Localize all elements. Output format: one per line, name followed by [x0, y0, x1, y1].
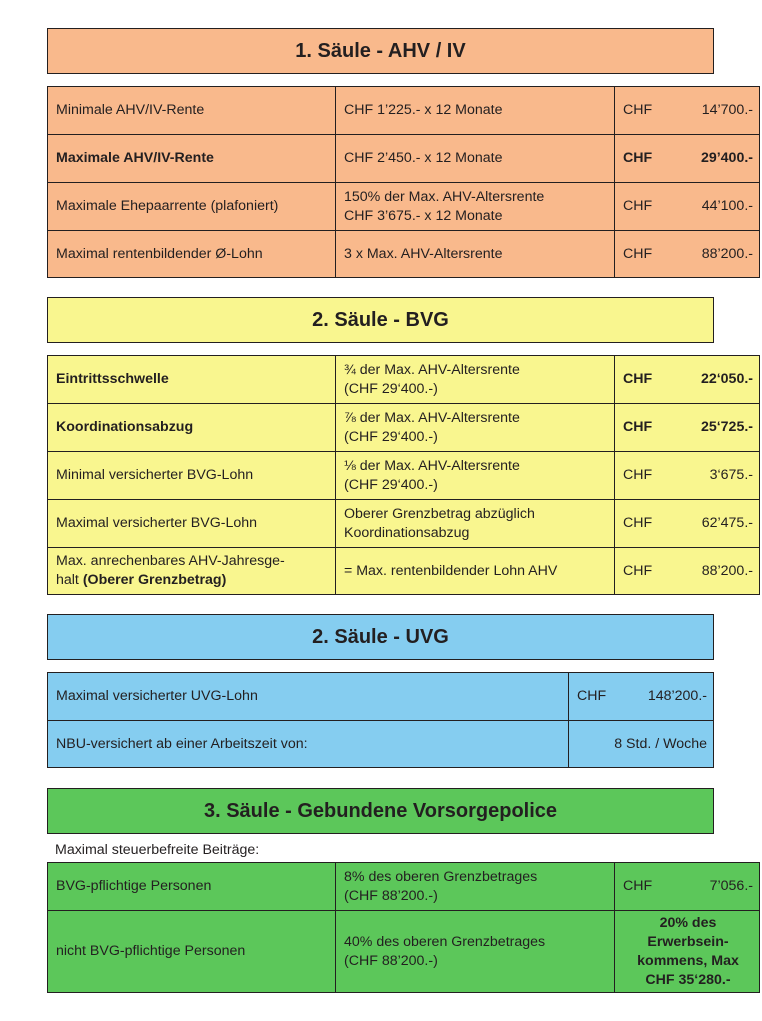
- table-row: [48, 500, 760, 548]
- row-calc: [336, 911, 615, 993]
- currency: CHF: [623, 467, 653, 483]
- row-amount: [615, 135, 760, 183]
- calc-line: (CHF 29‘400.-): [344, 476, 438, 493]
- table-row: [48, 452, 760, 500]
- table-row: [48, 183, 760, 231]
- calc-line: 8% des oberen Grenzbetrages: [344, 868, 538, 885]
- section-title: 2. Säule - UVG: [312, 625, 449, 648]
- row-label: Minimale AHV/IV-Rente: [48, 87, 336, 135]
- section-title: 3. Säule - Gebundene Vorsorgepolice: [203, 799, 558, 822]
- row-calc: CHF 1’225.- x 12 Monate: [336, 87, 615, 135]
- amount: 88’200.-: [701, 245, 753, 262]
- row-amount: [615, 548, 760, 595]
- table-row: [48, 231, 760, 278]
- table-row: [48, 863, 760, 911]
- section-header-saeule3: [47, 788, 714, 834]
- calc-line: (CHF 29‘400.-): [344, 428, 438, 445]
- currency: CHF: [623, 245, 653, 262]
- row-calc: 3 x Max. AHV-Altersrente: [336, 231, 615, 278]
- section-header-bvg: [47, 297, 714, 343]
- label-text: halt: [56, 572, 83, 588]
- row-amount: [615, 87, 760, 135]
- row-amount: [615, 863, 760, 911]
- calc-line: Koordinationsabzug: [344, 524, 470, 541]
- row-amount: [615, 404, 760, 452]
- calc-line: 150% der Max. AHV-Altersrente: [344, 188, 545, 205]
- bvg-table: [47, 355, 760, 595]
- calc-line: (CHF 88’200.-): [344, 952, 438, 969]
- amount: 22‘050.-: [700, 371, 753, 387]
- value-line: Erwerbsein-: [647, 933, 729, 950]
- table-row: [48, 87, 760, 135]
- currency: CHF: [577, 688, 607, 704]
- section-header-ahv: [47, 28, 714, 74]
- row-calc: [336, 404, 615, 452]
- row-amount: [615, 183, 760, 231]
- section-title: 1. Säule - AHV / IV: [295, 39, 466, 62]
- ahv-table: [47, 86, 760, 278]
- currency: CHF: [623, 515, 653, 531]
- label-bold-text: (Oberer Grenzbetrag): [82, 572, 227, 588]
- row-label: Koordinationsabzug: [48, 404, 336, 452]
- amount: 29’400.-: [700, 150, 753, 166]
- label-line: [56, 571, 329, 590]
- amount: 148’200.-: [647, 688, 707, 704]
- table-row: [48, 911, 760, 993]
- calc-line: 40% des oberen Grenzbetrages: [344, 933, 546, 950]
- currency: CHF: [623, 198, 653, 214]
- currency: CHF: [623, 562, 653, 579]
- row-label: Maximale Ehepaarrente (plafoniert): [48, 183, 336, 231]
- row-label: BVG-pflichtige Personen: [48, 863, 336, 911]
- row-value: 8 Std. / Woche: [569, 721, 714, 768]
- saeule3-table: [47, 862, 760, 993]
- section-title: 2. Säule - BVG: [312, 308, 449, 331]
- value-line: CHF 35‘280.-: [645, 971, 731, 988]
- calc-line: Oberer Grenzbetrag abzüglich: [344, 505, 535, 522]
- table-row: [48, 721, 714, 768]
- amount: 88’200.-: [701, 562, 753, 579]
- row-label: Maximal rentenbildender Ø-Lohn: [48, 231, 336, 278]
- row-calc: [336, 863, 615, 911]
- row-amount: [615, 452, 760, 500]
- uvg-table: [47, 672, 714, 768]
- row-label: NBU-versichert ab einer Arbeitszeit von:: [48, 721, 569, 768]
- row-value: [615, 911, 760, 993]
- table-row: [48, 135, 760, 183]
- section-header-uvg: [47, 614, 714, 660]
- calc-line: ⅞ der Max. AHV-Altersrente: [344, 409, 520, 426]
- table-row: [48, 404, 760, 452]
- row-label: Maximal versicherter BVG-Lohn: [48, 500, 336, 548]
- row-amount: [615, 356, 760, 404]
- calc-line: (CHF 88’200.-): [344, 887, 438, 904]
- row-calc: [336, 183, 615, 231]
- calc-line: ⅛ der Max. AHV-Altersrente: [344, 457, 520, 474]
- row-amount: [615, 500, 760, 548]
- value-line: 20% des: [659, 914, 717, 931]
- currency: CHF: [623, 371, 653, 387]
- amount: 7’056.-: [709, 878, 753, 894]
- table-row: [48, 673, 714, 721]
- row-label: [48, 548, 336, 595]
- currency: CHF: [623, 150, 653, 166]
- currency: CHF: [623, 102, 653, 118]
- row-label: Minimal versicherter BVG-Lohn: [48, 452, 336, 500]
- row-label: Eintrittsschwelle: [48, 356, 336, 404]
- value-line: kommens, Max: [637, 952, 739, 969]
- row-label: nicht BVG-pflichtige Personen: [48, 911, 336, 993]
- row-label: Maximal versicherter UVG-Lohn: [48, 673, 569, 721]
- currency: CHF: [623, 878, 653, 894]
- row-amount: [569, 673, 714, 721]
- row-label: Maximale AHV/IV-Rente: [48, 135, 336, 183]
- amount: 14’700.-: [701, 102, 753, 118]
- currency: CHF: [623, 419, 653, 435]
- table-row: [48, 356, 760, 404]
- calc-line: ¾ der Max. AHV-Altersrente: [344, 361, 520, 378]
- row-calc: CHF 2’450.- x 12 Monate: [336, 135, 615, 183]
- label-line: Max. anrechenbares AHV-Jahresge-: [56, 553, 285, 569]
- row-amount: [615, 231, 760, 278]
- amount: 62’475.-: [701, 515, 753, 531]
- section-note: Maximal steuerbefreite Beiträge:: [55, 842, 260, 858]
- row-calc: [336, 356, 615, 404]
- amount: 25‘725.-: [700, 419, 753, 435]
- row-calc: [336, 452, 615, 500]
- amount: 44’100.-: [701, 198, 753, 214]
- calc-line: (CHF 29‘400.-): [344, 380, 438, 397]
- row-calc: = Max. rentenbildender Lohn AHV: [336, 548, 615, 595]
- table-row: [48, 548, 760, 595]
- calc-line: CHF 3’675.- x 12 Monate: [344, 207, 503, 224]
- amount: 3‘675.-: [709, 467, 753, 483]
- row-calc: [336, 500, 615, 548]
